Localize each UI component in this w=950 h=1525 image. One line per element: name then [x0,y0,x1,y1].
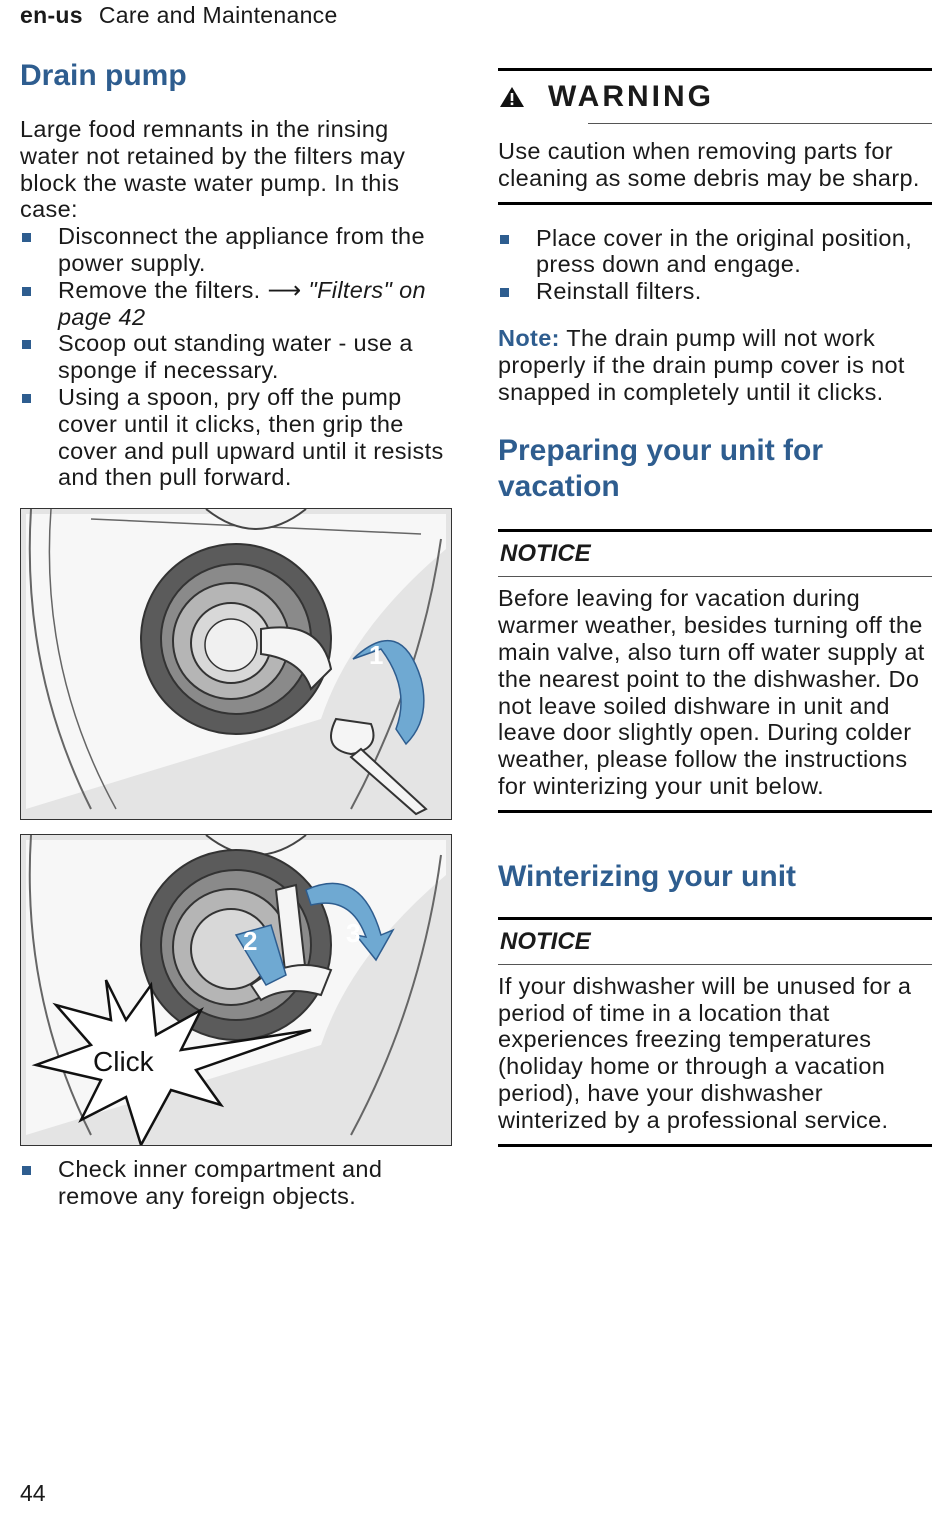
drain-pump-steps [20,223,452,491]
page-header [20,2,338,29]
page-number: 44 [20,1480,46,1506]
bullet-square-icon [500,235,509,244]
bullet-square-icon [22,287,31,296]
callout-3-label: 3 [346,918,361,949]
click-cover-illustration [20,834,452,1146]
winterizing-notice [498,917,932,1147]
right-column [498,68,932,1147]
drain-pump-heading: Drain pump [20,59,187,92]
warning-box [498,68,932,205]
list-item: Using a spoon, pry off the pump cover until it clicks, then grip the cover and pull upward until it resists and then pull forward. [20,384,452,491]
vacation-notice-title: NOTICE [498,532,932,577]
vacation-notice-text: Before leaving for vacation during warmer weather, besides turning off the main valve, also turn off water supply at the nearest point to the dishwasher. Do not leave soiled dishware in unit and leave door slightly open. During colder weather, please follow the instructions for winterizing your unit below. [498,585,925,799]
list-item: Place cover in the original position, press down and engage. [498,225,932,279]
drain-pump-intro: Large food remnants in the rinsing water not retained by the filters may block the waste water pump. In this case: [20,116,406,223]
inspect-steps [20,1156,452,1210]
callout-1-label: 1 [369,640,384,671]
winterizing-notice-title: NOTICE [498,920,932,965]
reinstall-steps [498,225,932,305]
section-title: Care and Maintenance [98,2,338,28]
note-text: The drain pump will not work properly if the drain pump cover is not snapped in completely until it clicks. [498,324,905,405]
drain-pump-note [498,325,932,405]
note-label: Note: [498,324,560,351]
click-label: Click [93,1046,154,1078]
bullet-square-icon [22,233,31,242]
bullet-square-icon [22,340,31,349]
warning-triangle-icon [498,85,548,109]
bullet-square-icon [500,288,509,297]
filters-page-link[interactable]: "Filters" on page 42 [58,276,426,330]
list-item: Scoop out standing water - use a sponge if necessary. [20,330,452,384]
winterizing-notice-text: If your dishwasher will be unused for a period of time in a location that experiences freezing temperatures (holiday home or through a vacation period), have your dishwasher winterized by a professional service. [498,972,912,1133]
language-code: en-us [20,2,83,28]
bullet-square-icon [22,394,31,403]
callout-2-label: 2 [243,926,258,957]
vacation-notice [498,529,932,812]
pry-cover-illustration [20,508,452,820]
list-item: Disconnect the appliance from the power supply. [20,223,452,277]
list-item: Remove the filters. ⟶ "Filters" on page 42 [20,277,452,331]
click-cover-drawing [21,835,451,1145]
bullet-square-icon [22,1166,31,1175]
arrow-right-icon: ⟶ [267,276,302,303]
list-item: Reinstall filters. [498,278,932,305]
pry-cover-drawing [21,509,451,819]
warning-text: Use caution when removing parts for cleaning as some debris may be sharp. [498,138,920,191]
winterizing-heading: Winterizing your unit [498,859,797,893]
vacation-heading: Preparing your unit for vacation [498,434,824,504]
warning-title: WARNING [548,80,714,113]
warning-header [498,71,932,123]
left-column [20,58,452,1210]
list-item: Check inner compartment and remove any foreign objects. [20,1156,452,1210]
